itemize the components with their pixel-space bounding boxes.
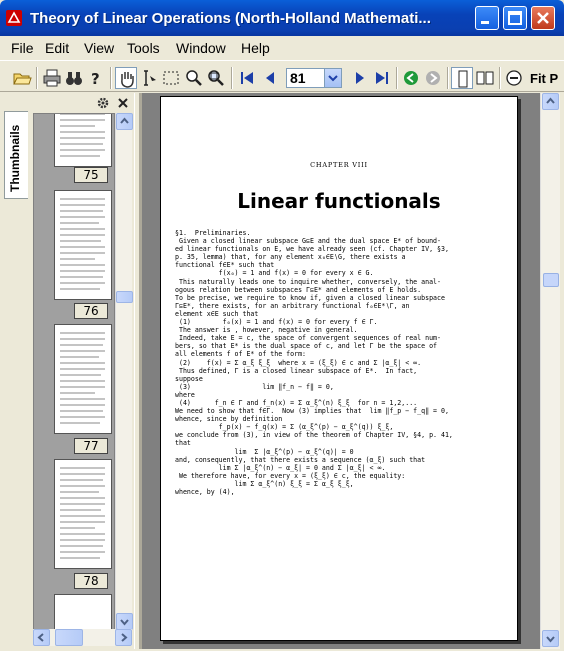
fit-page-button[interactable]: Fit P: [530, 71, 559, 86]
page-dropdown-button[interactable]: [324, 69, 341, 87]
menu-bar: [0, 36, 564, 59]
page-text-line: functional f∈E* such that: [175, 261, 275, 270]
toolbar-separator: [499, 67, 501, 89]
toolbar-separator: [396, 67, 398, 89]
thumbnail-list[interactable]: [33, 113, 115, 630]
page-text-line: element x∈E such that: [175, 309, 259, 318]
thumbnail-horizontal-scrollbar[interactable]: [33, 629, 132, 646]
page-text-line: whence, since by definition: [175, 415, 283, 424]
thumbnail-text-lines: [55, 325, 111, 433]
next-page-button[interactable]: [349, 67, 371, 89]
chevron-down-icon: [117, 614, 132, 629]
marquee-select-icon: [160, 67, 182, 89]
thumbnail-label: 75: [74, 167, 108, 183]
facing-pages-icon: [474, 67, 496, 89]
thumbnails-tab[interactable]: [4, 111, 28, 199]
search-button[interactable]: [63, 67, 85, 89]
chapter-heading: Linear functionals: [237, 189, 441, 213]
document-page: [160, 96, 518, 641]
gear-icon[interactable]: [96, 96, 110, 110]
loupe-button[interactable]: [205, 67, 227, 89]
previous-page-icon: [259, 67, 281, 89]
page-text-line: where: [175, 390, 195, 399]
next-page-icon: [349, 67, 371, 89]
page-text-line: and, consequently, that there exists a sequence (α_ξ) such that: [175, 455, 426, 464]
page-text-line: ed linear functionals on E, we have already seen (cf. Chapter IV, §3,: [175, 245, 449, 254]
maximize-icon: [504, 7, 526, 29]
chevron-up-icon: [117, 114, 132, 129]
last-page-button[interactable]: [371, 67, 393, 89]
document-vertical-scrollbar[interactable]: [540, 93, 560, 649]
thumbnails-tab-label: Thumbnails: [8, 124, 22, 192]
chevron-left-icon: [34, 630, 49, 645]
scroll-up-button[interactable]: [542, 93, 559, 110]
forward-arrow-icon: [422, 67, 444, 89]
maximize-button[interactable]: [503, 6, 527, 30]
close-pane-icon[interactable]: [117, 97, 129, 109]
scroll-thumb[interactable]: [55, 629, 83, 646]
page-thumbnail-79[interactable]: [54, 594, 112, 630]
scroll-down-button[interactable]: [542, 630, 559, 647]
page-thumbnail-78[interactable]: [54, 459, 112, 569]
page-number-value: 81: [290, 70, 306, 86]
go-forward-button[interactable]: [422, 67, 444, 89]
printer-icon: [41, 67, 63, 89]
page-body-text: [175, 229, 505, 496]
question-mark-icon: [85, 67, 107, 89]
scroll-up-button[interactable]: [116, 113, 133, 130]
navigation-pane: [0, 93, 134, 649]
chevron-right-icon: [116, 630, 131, 645]
page-text-line: lim Σ |α_ξ^(n) − α_ξ| = 0 and Σ |α_ξ| < ∞.: [175, 463, 386, 472]
zoom-magnifier-icon: [183, 67, 205, 89]
title-bar[interactable]: [0, 0, 564, 36]
page-text-line: suppose: [175, 374, 203, 383]
page-number-field[interactable]: [286, 68, 342, 88]
thumbnail-label: 78: [74, 573, 108, 589]
page-text-line: we conclude from (3), in view of the theorem of Chapter IV, §4, p. 41,: [175, 431, 453, 440]
thumbnail-text-lines: [55, 191, 111, 299]
page-thumbnail-77[interactable]: [54, 324, 112, 434]
thumbnail-label: 77: [74, 438, 108, 454]
page-text-line: Indeed, take E = c, the space of convergent sequences of real num-: [175, 334, 441, 343]
go-back-button[interactable]: [400, 67, 422, 89]
toolbar-separator: [447, 67, 449, 89]
facing-pages-button[interactable]: [474, 67, 496, 89]
chapter-label: CHAPTER VIII: [310, 161, 368, 169]
previous-page-button[interactable]: [259, 67, 281, 89]
chevron-up-icon: [543, 94, 558, 109]
loupe-icon: [205, 67, 227, 89]
page-text-line: lim Σ α_ξ^(n) ξ_ξ = Σ α_ξ ξ_ξ,: [175, 479, 354, 488]
menu-window[interactable]: Window: [176, 40, 226, 56]
page-text-line: This naturally leads one to inquire whether, conversely, the anal-: [175, 277, 441, 286]
zoom-out-button[interactable]: [503, 67, 525, 89]
thumbnail-text-lines: [55, 113, 111, 166]
page-text-line: p. 35, lemma) that, for any element x₀∈E∖G, there exists a: [175, 253, 406, 262]
thumbnail-label: 76: [74, 303, 108, 319]
print-button[interactable]: [41, 67, 63, 89]
text-cursor-icon: [138, 67, 160, 89]
toolbar-separator: [110, 67, 112, 89]
chevron-down-icon: [543, 631, 558, 646]
binoculars-icon: [63, 67, 85, 89]
hand-icon: [116, 68, 138, 90]
scroll-down-button[interactable]: [116, 613, 133, 630]
toolbar: [0, 60, 564, 92]
menu-view[interactable]: View: [84, 40, 115, 56]
single-page-button[interactable]: [451, 67, 473, 89]
menu-tools[interactable]: Tools: [127, 40, 160, 56]
page-text-line: We therefore have, for every x = (ξ_ξ) ∈ c, the equality:: [175, 471, 406, 480]
snapshot-button[interactable]: [160, 67, 182, 89]
minimize-button[interactable]: [475, 6, 499, 30]
page-text-line: all elements f of E* of the form:: [175, 350, 307, 359]
page-text-line: ogous relation between subspaces Γ⊆E* and elements of E holds.: [175, 285, 422, 294]
zoom-out-icon: [503, 67, 525, 89]
page-text-line: (3) lim ‖f_n − f‖ = 0,: [175, 382, 334, 391]
chevron-down-icon: [325, 69, 341, 87]
page-text-line: (1) f₀(x) = 1 and f(x) = 0 for every f ∈ Γ.: [175, 318, 378, 327]
open-folder-icon: [11, 67, 33, 89]
hand-tool-button[interactable]: [115, 67, 137, 89]
single-page-icon: [452, 68, 474, 90]
minimize-icon: [476, 7, 498, 29]
toolbar-separator: [231, 67, 233, 89]
thumbnail-text-lines: [55, 460, 111, 568]
scroll-left-button[interactable]: [33, 629, 50, 646]
toolbar-separator: [36, 67, 38, 89]
close-button[interactable]: [531, 6, 555, 30]
menu-file[interactable]: File: [11, 40, 34, 56]
close-icon: [532, 7, 554, 29]
page-text-line: that: [175, 439, 191, 448]
scroll-right-button[interactable]: [115, 629, 132, 646]
first-page-button[interactable]: [236, 67, 258, 89]
page-text-line: Given a closed linear subspace G⊆E and the dual space E* of bound-: [175, 237, 441, 246]
open-button[interactable]: [11, 67, 33, 89]
acrobat-app-icon: [5, 9, 23, 27]
page-text-line: f_p(x) − f_q(x) = Σ (α_ξ^(p) − α_ξ^(q)) ξ_ξ,: [175, 423, 394, 432]
help-button[interactable]: [85, 67, 107, 89]
page-text-line: (4) f_n ∈ Γ and f_n(x) = Σ α_ξ^(n) ξ_ξ for n = 1,2,...: [175, 398, 418, 407]
page-text-line: §1. Preliminaries.: [175, 229, 251, 237]
scroll-thumb[interactable]: [116, 291, 133, 303]
page-text-line: We need to show that f∈Γ. Now (3) implies that lim ‖f_p − f_q‖ = 0,: [175, 407, 449, 416]
select-text-button[interactable]: [138, 67, 160, 89]
zoom-button[interactable]: [183, 67, 205, 89]
document-viewport[interactable]: [140, 93, 540, 649]
last-page-icon: [371, 67, 393, 89]
page-text-line: whence, by (4),: [175, 488, 235, 496]
back-arrow-icon: [400, 67, 422, 89]
page-text-line: Thus defined, Γ is a closed linear subspace of E*. In fact,: [175, 366, 418, 375]
menu-edit[interactable]: Edit: [45, 40, 70, 56]
thumbnail-vertical-scrollbar[interactable]: [115, 113, 132, 630]
window-title: Theory of Linear Operations (North-Holland Mathemati...: [30, 10, 431, 27]
page-thumbnail-76[interactable]: [54, 190, 112, 300]
page-thumbnail-75[interactable]: [54, 113, 112, 167]
scroll-thumb[interactable]: [543, 273, 559, 287]
first-page-icon: [236, 67, 258, 89]
page-text-line: lim Σ |α_ξ^(p) − α_ξ^(q)| = 0: [175, 447, 354, 456]
page-text-line: f(x₀) = 1 and f(x) = 0 for every x ∈ G.: [175, 269, 374, 278]
page-text-line: bers, so that E* is the dual space of c, and let Γ be the space of: [175, 342, 438, 351]
menu-help[interactable]: Help: [241, 40, 270, 56]
page-text-line: To be precise, we require to know if, given a closed linear subspace: [175, 293, 445, 302]
page-text-line: (2) f(x) = Σ α_ξ ξ_ξ where x = (ξ_ξ) ∈ c and Σ |α_ξ| < ∞.: [175, 358, 422, 367]
svg-text:?: ?: [91, 70, 100, 88]
page-text-line: The answer is , however, negative in general.: [175, 326, 358, 335]
page-text-line: Γ⊆E*, there exists, for an arbitrary functional f₀∈E*∖Γ, an: [175, 301, 410, 310]
